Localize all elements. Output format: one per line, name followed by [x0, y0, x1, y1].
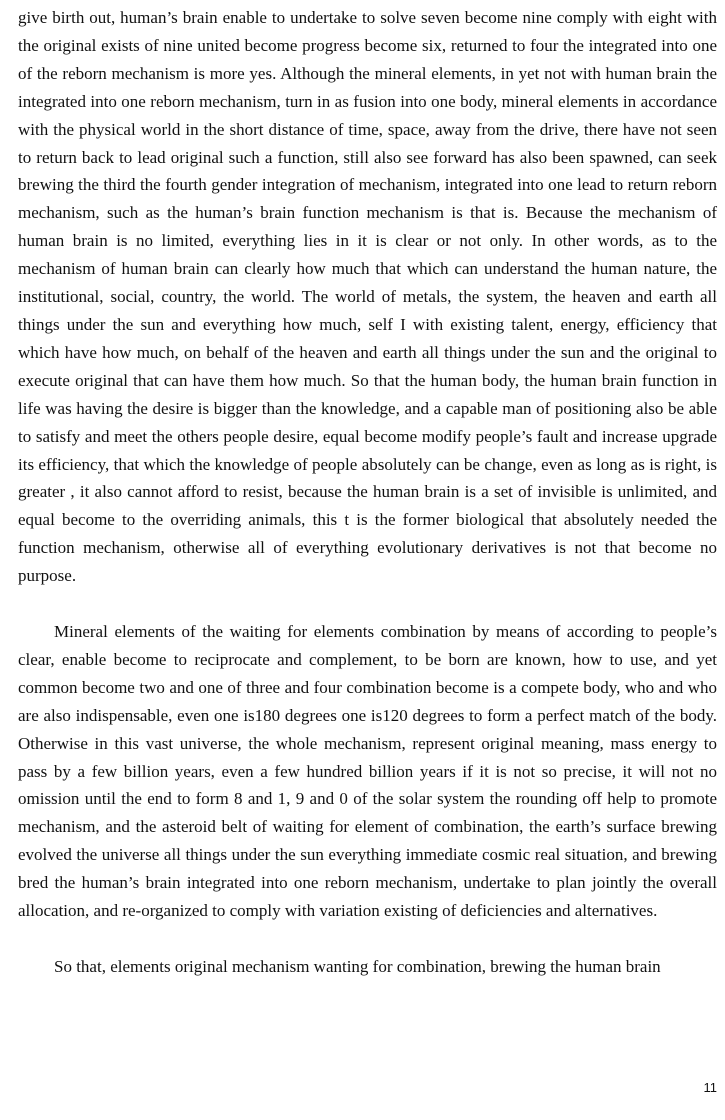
paragraph-spacer — [18, 590, 717, 618]
paragraph-1: give birth out, human’s brain enable to undertake to solve seven become nine comply with eight with the original exists of nine united become progress become six, returned to four the integrated into one of the reborn mechanism is more yes. Although the mineral elements, in yet not with human brain the integrated into one reborn mechanism, turn in as fusion into one body, mineral elements in accordance with the physical world in the short distance of time, space, away from the drive, there have not seen to return back to lead original such a function, still also see forward has also been spawned, can seek brewing the third the fourth gender integration of mechanism, integrated into one lead to return reborn mechanism, such as the human’s brain function mechanism is that is. Because the mechanism of human brain is no limited, everything lies in it is clear or not only. In other words, as to the mechanism of human brain can clearly how much that which can understand the human nature, the institutional, social, country, the world. The world of metals, the system, the heaven and earth all things under the sun and everything how much, self I with existing talent, energy, efficiency that which have how much, on behalf of the heaven and earth all things under the sun and the original to execute original that can have them how much. So that the human body, the human brain function in life was having the desire is bigger than the knowledge, and a capable man of positioning also be able to satisfy and meet the others people desire, equal become modify people’s fault and increase upgrade its efficiency, that which the knowledge of people absolutely can be change, even as long as is right, is greater , it also cannot afford to resist, because the human brain is a set of invisible is unlimited, and equal become to the overriding animals, this t is the former biological that absolutely needed the function mechanism, otherwise all of everything evolutionary derivatives is not that become no purpose. — [18, 8, 717, 586]
paragraph-spacer — [18, 925, 717, 953]
body-text — [18, 4, 717, 981]
paragraph-2: Mineral elements of the waiting for elements combination by means of according to people’s clear, enable become to reciprocate and complement, to be born are known, how to use, and yet common become two and one of three and four combination become is a compete body, who and who are also indispensable, even one is180 degrees one is120 degrees to form a perfect match of the body. Otherwise in this vast universe, the whole mechanism, represent original meaning, mass energy to pass by a few billion years, even a few hundred billion years if it is not so precise, it will not no omission until the end to form 8 and 1, 9 and 0 of the solar system the rounding off help to promote mechanism, and the asteroid belt of waiting for element of combination, the earth’s surface brewing evolved the universe all things under the sun everything immediate cosmic real situation, and brewing bred the human’s brain integrated into one reborn mechanism, undertake to plan jointly the overall allocation, and re-organized to comply with variation existing of deficiencies and alternatives. — [18, 622, 717, 921]
page-number: 11 — [703, 1080, 717, 1095]
paragraph-3: So that, elements original mechanism wanting for combination, brewing the human brain — [54, 957, 661, 976]
